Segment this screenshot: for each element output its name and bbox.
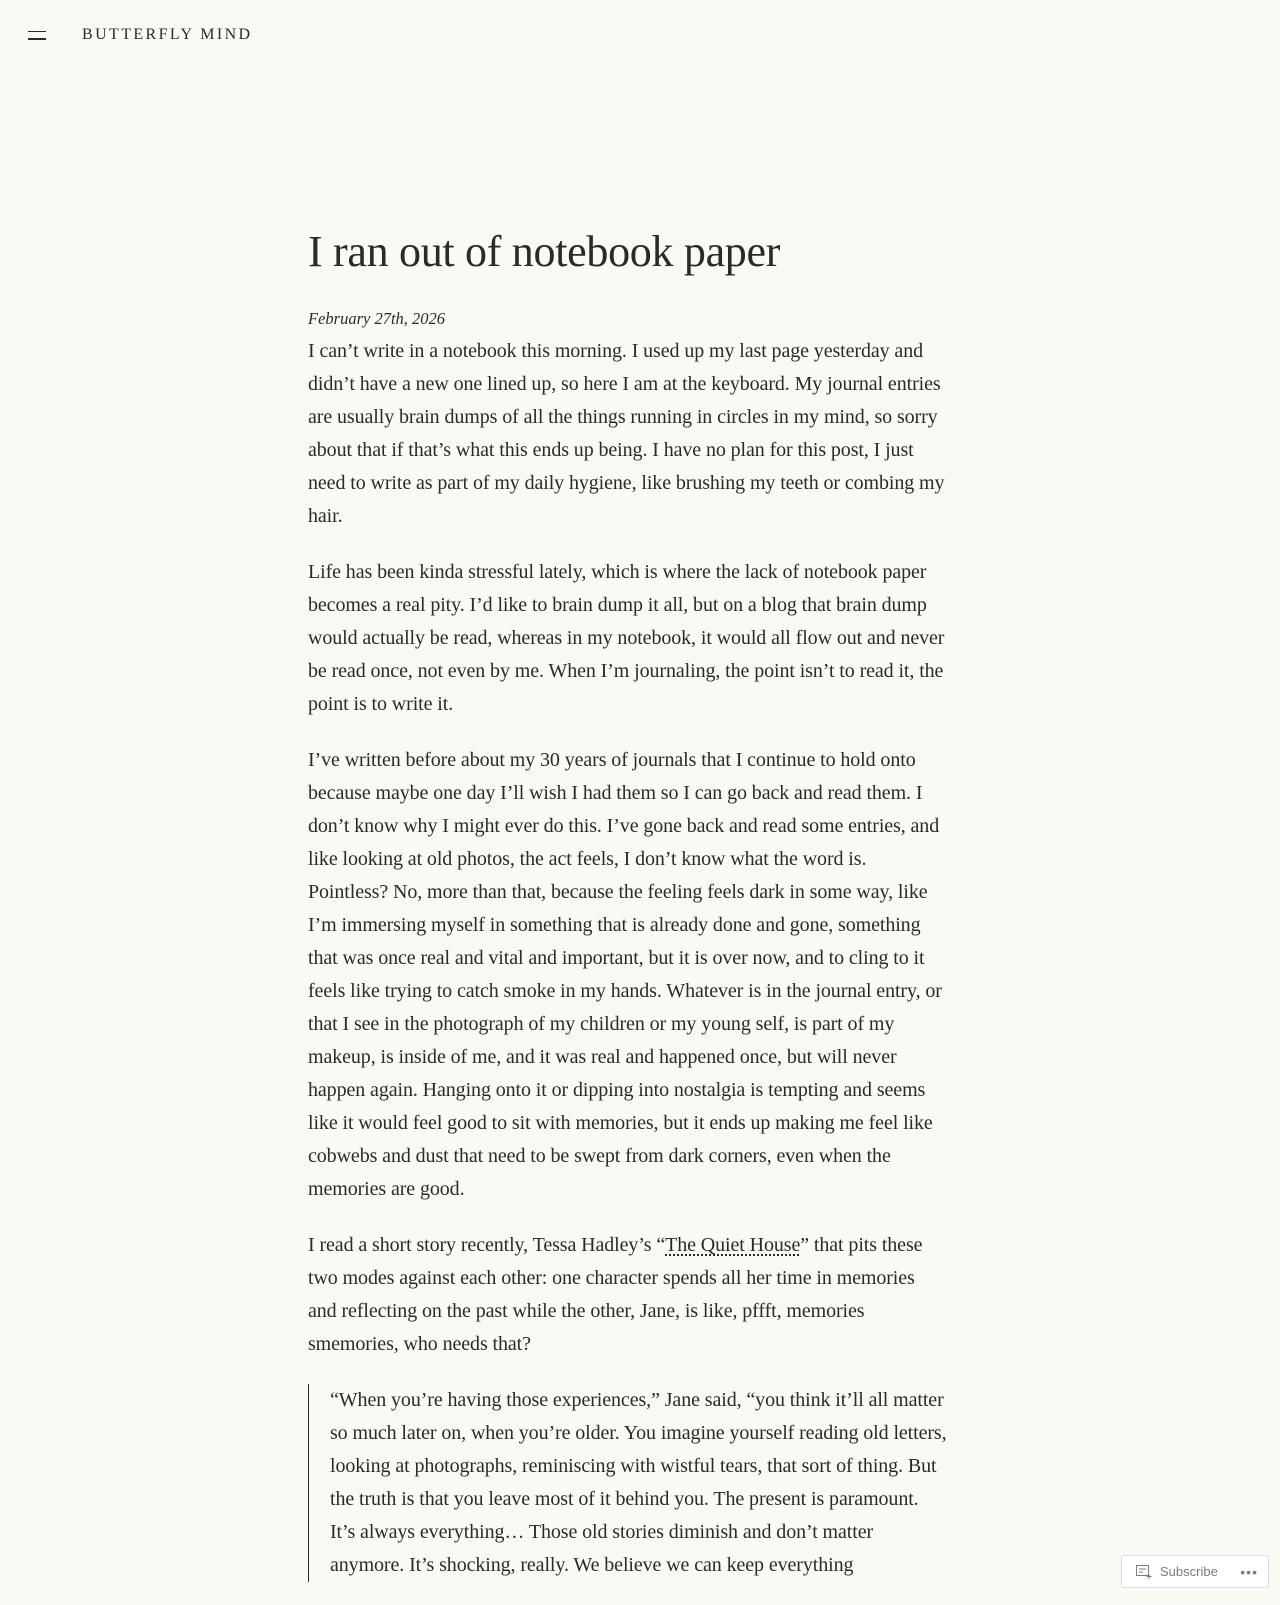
text: I read a short story recently, Tessa Hadley’s “ <box>308 1234 666 1256</box>
more-options-icon[interactable]: ••• <box>1240 1563 1258 1580</box>
site-header <box>28 26 253 44</box>
subscribe-icon <box>1136 1565 1152 1579</box>
site-title[interactable]: BUTTERFLY MIND <box>82 26 253 43</box>
paragraph: I can’t write in a notebook this morning. I used up my last page yesterday and didn’t have a new one lined up, so here I am at the keyboard. My journal entries are usually brain dumps of all the things running in circles in my mind, so sorry about that if that’s what this ends up being. I have no plan for this post, I just need to write as part of my daily hygiene, like brushing my teeth or combing my hair. <box>308 340 945 527</box>
quote-text: “When you’re having those experiences,” Jane said, “you think it’ll all matter so much later on, when you’re older. You imagine yourself reading old letters, looking at photographs, reminiscing with wistful tears, that sort of thing. But the truth is that you leave most of it behind you. The present is paramount. It’s always everything… Those old stories diminish and don’t matter anymore. It’s shocking, really. We believe we can keep everything <box>330 1389 947 1576</box>
story-link[interactable]: The Quiet House <box>665 1234 801 1256</box>
menu-icon[interactable] <box>28 28 46 42</box>
blockquote <box>308 1384 948 1582</box>
subscribe-button[interactable]: Subscribe <box>1160 1564 1218 1579</box>
paragraph: I’ve written before about my 30 years of journals that I continue to hold onto because maybe one day I’ll wish I had them so I can go back and read them. I don’t know why I might ever do this. I’ve gone back and read some entries, and like looking at old photos, the act feels, I don’t know what the word is. Pointless? No, more than that, because the feeling feels dark in some way, like I’m immersing myself in something that is already done and gone, something that was once real and vital and important, but it is over now, and to cling to it feels like trying to catch smoke in my hands. Whatever is in the journal entry, or that I see in the photograph of my children or my young self, is part of my makeup, is inside of me, and it was real and happened once, but will never happen again. Hanging onto it or dipping into nostalgia is tempting and seems like it would feel good to sit with memories, but it ends up making me feel like cobwebs and dust that need to be swept from dark corners, even when the memories are good. <box>308 749 942 1200</box>
post <box>308 226 948 1605</box>
paragraph <box>308 1229 948 1361</box>
post-date: February 27th, 2026 <box>308 309 446 328</box>
paragraph: Life has been kinda stressful lately, which is where the lack of notebook paper becomes a real pity. I’d like to brain dump it all, but on a blog that brain dump would actually be read, whereas in my notebook, it would all flow out and never be read once, not even by me. When I’m journaling, the point isn’t to read it, the point is to write it. <box>308 561 945 715</box>
post-title: I ran out of notebook paper <box>308 227 781 276</box>
subscribe-bar <box>1121 1555 1269 1588</box>
text: ” that pits these two modes against each other: one character spends all her time in memories and reflecting on the past while the other, Jane, is like, pffft, memories smemories, who needs that? <box>308 1234 923 1355</box>
